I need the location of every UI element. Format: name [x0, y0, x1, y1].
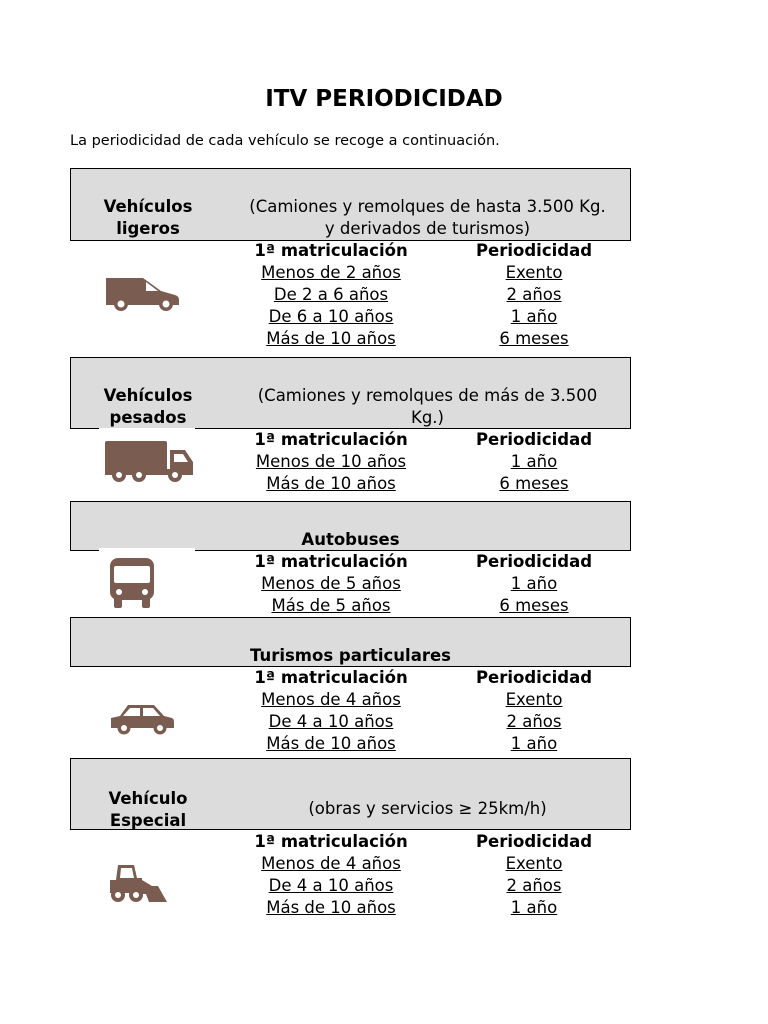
section-header-pesados: [70, 357, 631, 429]
section-header-turismos: [70, 617, 631, 667]
van-icon: [103, 274, 181, 312]
section-description: (Camiones y remolques de hasta 3.500 Kg. y derivados de turismos): [249, 197, 606, 238]
section-name: Vehículos pesados: [103, 386, 193, 427]
bus-icon: [109, 557, 155, 609]
page-title: ITV PERIODICIDAD: [265, 86, 503, 112]
section-description: (obras y servicios ≥ 25km/h): [308, 799, 547, 818]
section-name: Vehículos ligeros: [103, 197, 193, 238]
section-name: Turismos particulares: [250, 646, 451, 665]
intro-text: La periodicidad de cada vehículo se recoge a continuación.: [70, 133, 500, 149]
section-name: Autobuses: [301, 530, 400, 549]
section-header-autobuses: [70, 501, 631, 551]
section-description: (Camiones y remolques de más de 3.500 Kg.): [257, 386, 598, 427]
section-header-especial: [70, 758, 631, 830]
section-header-ligeros: [70, 168, 631, 241]
truck-icon: [103, 438, 195, 484]
loader-icon: [106, 862, 168, 904]
car-icon: [108, 700, 176, 736]
section-name: Vehículo Especial: [108, 789, 188, 830]
